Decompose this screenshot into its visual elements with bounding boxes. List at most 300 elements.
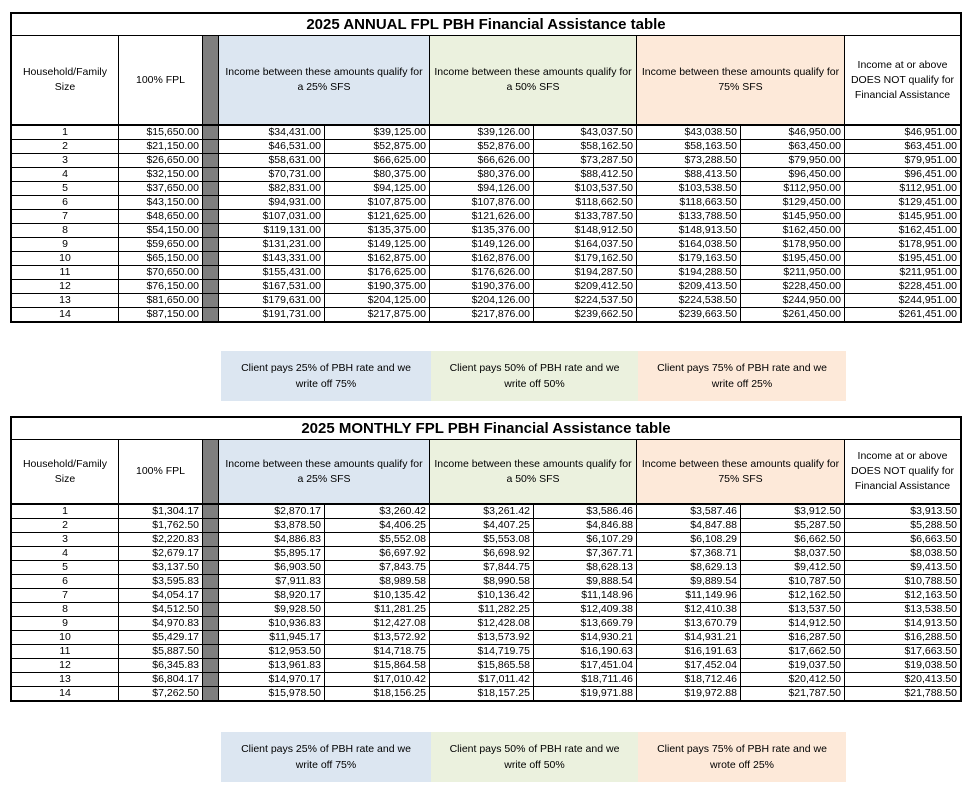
sfs75-max-cell: $162,450.00	[740, 224, 844, 237]
annual-header	[12, 36, 960, 125]
fpl-cell: $2,679.17	[118, 547, 202, 560]
sfs50-min-cell: $135,376.00	[429, 224, 533, 237]
not-qualify-header: Income at or above DOES NOT qualify for Financial Assistance	[844, 36, 960, 124]
not-qualify-cell: $17,663.50	[844, 645, 960, 658]
sfs75-min-cell: $17,452.04	[636, 659, 740, 672]
fpl-cell: $21,150.00	[118, 140, 202, 153]
sfs75-min-cell: $3,587.46	[636, 505, 740, 518]
sfs25-max-cell: $204,125.00	[324, 294, 429, 307]
household-size-header: Household/Family Size	[22, 457, 108, 485]
sfs25-max-cell: $52,875.00	[324, 140, 429, 153]
sfs25-min-cell: $13,961.83	[268, 659, 321, 671]
sfs25-min-cell: $155,431.00	[262, 266, 321, 278]
not-qualify-cell: $244,951.00	[844, 294, 960, 307]
fpl-cell: $54,150.00	[118, 224, 202, 237]
divider-cell	[202, 154, 219, 167]
household-size-cell: 10	[59, 252, 71, 264]
table-row	[12, 602, 960, 616]
table-row	[12, 237, 960, 251]
household-size-cell: 1	[62, 505, 68, 517]
divider-cell	[202, 631, 219, 644]
household-size-cell: 12	[59, 280, 71, 292]
household-size-cell: 6	[62, 196, 68, 208]
sfs75-max-cell: $46,950.00	[740, 126, 844, 139]
household-size-cell: 14	[59, 687, 71, 699]
sfs75-min-cell: $14,931.21	[636, 631, 740, 644]
sfs50-min-cell: $13,573.92	[429, 631, 533, 644]
household-size-cell: 11	[59, 645, 71, 657]
note-75: Client pays 75% of PBH rate and we wrote off 25%	[638, 732, 846, 782]
fpl-cell: $37,650.00	[118, 182, 202, 195]
sfs50-min-cell: $107,876.00	[429, 196, 533, 209]
not-qualify-cell: $19,038.50	[844, 659, 960, 672]
not-qualify-cell: $21,788.50	[844, 687, 960, 700]
fpl-cell: $7,262.50	[118, 687, 202, 700]
household-size-cell: 9	[62, 617, 68, 629]
sfs25-max-cell: $66,625.00	[324, 154, 429, 167]
fpl-cell: $4,054.17	[118, 589, 202, 602]
monthly-title: 2025 MONTHLY FPL PBH Financial Assistance table	[12, 418, 960, 440]
table-row	[12, 223, 960, 237]
divider-cell	[202, 617, 219, 630]
sfs75-max-cell: $178,950.00	[740, 238, 844, 251]
table-row	[12, 167, 960, 181]
divider-cell	[202, 182, 219, 195]
divider-cell	[202, 252, 219, 265]
sfs25-max-cell: $94,125.00	[324, 182, 429, 195]
sfs50-min-cell: $204,126.00	[429, 294, 533, 307]
sfs25-max-cell: $149,125.00	[324, 238, 429, 251]
sfs75-max-cell: $96,450.00	[740, 168, 844, 181]
sfs75-max-cell: $195,450.00	[740, 252, 844, 265]
sfs75-max-cell: $17,662.50	[740, 645, 844, 658]
sfs75-max-cell: $5,287.50	[740, 519, 844, 532]
fpl-cell: $3,595.83	[118, 575, 202, 588]
sfs25-min-cell: $12,953.50	[268, 645, 321, 657]
not-qualify-cell: $9,413.50	[844, 561, 960, 574]
divider-column	[202, 440, 219, 503]
divider-cell	[202, 673, 219, 686]
table-row	[12, 588, 960, 602]
divider-cell	[202, 308, 219, 321]
note-50: Client pays 50% of PBH rate and we write off 50%	[431, 732, 638, 782]
annual-notes	[221, 351, 846, 401]
sfs75-max-cell: $244,950.00	[740, 294, 844, 307]
sfs25-max-cell: $176,625.00	[324, 266, 429, 279]
sfs50-min-cell: $15,865.58	[429, 659, 533, 672]
sfs75-min-cell: $118,663.50	[636, 196, 740, 209]
monthly-table	[10, 416, 962, 702]
sfs50-header: Income between these amounts qualify for a 50% SFS	[429, 440, 636, 503]
table-row	[12, 126, 960, 139]
divider-cell	[202, 603, 219, 616]
table-row	[12, 616, 960, 630]
divider-cell	[202, 294, 219, 307]
sfs50-min-cell: $176,626.00	[429, 266, 533, 279]
not-qualify-cell: $20,413.50	[844, 673, 960, 686]
fpl-cell: $81,650.00	[118, 294, 202, 307]
sfs50-min-cell: $6,698.92	[429, 547, 533, 560]
sfs50-max-cell: $179,162.50	[533, 252, 636, 265]
not-qualify-cell: $8,038.50	[844, 547, 960, 560]
household-size-cell: 7	[62, 589, 68, 601]
sfs75-header: Income between these amounts qualify for 75% SFS	[636, 36, 844, 124]
sfs75-max-cell: $13,537.50	[740, 603, 844, 616]
sfs25-header: Income between these amounts qualify for a 25% SFS	[219, 440, 429, 503]
table-row	[12, 630, 960, 644]
fpl-cell: $43,150.00	[118, 196, 202, 209]
household-size-cell: 9	[62, 238, 68, 250]
sfs75-min-cell: $58,163.50	[636, 140, 740, 153]
sfs50-max-cell: $13,669.79	[533, 617, 636, 630]
sfs25-max-cell: $190,375.00	[324, 280, 429, 293]
sfs50-max-cell: $16,190.63	[533, 645, 636, 658]
sfs25-header: Income between these amounts qualify for a 25% SFS	[219, 36, 429, 124]
sfs50-min-cell: $7,844.75	[429, 561, 533, 574]
divider-cell	[202, 575, 219, 588]
sfs25-max-cell: $135,375.00	[324, 224, 429, 237]
sfs25-min-cell: $8,920.17	[274, 589, 321, 601]
not-qualify-cell: $261,451.00	[844, 308, 960, 321]
sfs50-max-cell: $11,148.96	[533, 589, 636, 602]
sfs75-min-cell: $164,038.50	[636, 238, 740, 251]
sfs75-min-cell: $6,108.29	[636, 533, 740, 546]
sfs50-min-cell: $80,376.00	[429, 168, 533, 181]
fpl-cell: $15,650.00	[118, 126, 202, 139]
sfs50-min-cell: $66,626.00	[429, 154, 533, 167]
not-qualify-cell: $112,951.00	[844, 182, 960, 195]
divider-cell	[202, 561, 219, 574]
sfs50-max-cell: $6,107.29	[533, 533, 636, 546]
table-row	[12, 546, 960, 560]
sfs50-max-cell: $18,711.46	[533, 673, 636, 686]
not-qualify-cell: $14,913.50	[844, 617, 960, 630]
divider-cell	[202, 505, 219, 518]
sfs75-min-cell: $88,413.50	[636, 168, 740, 181]
sfs50-min-cell: $190,376.00	[429, 280, 533, 293]
monthly-notes	[221, 732, 846, 782]
household-size-cell: 5	[62, 182, 68, 194]
sfs75-min-cell: $11,149.96	[636, 589, 740, 602]
sfs75-max-cell: $14,912.50	[740, 617, 844, 630]
not-qualify-cell: $96,451.00	[844, 168, 960, 181]
sfs75-min-cell: $16,191.63	[636, 645, 740, 658]
household-size-cell: 8	[62, 603, 68, 615]
sfs75-max-cell: $6,662.50	[740, 533, 844, 546]
not-qualify-cell: $162,451.00	[844, 224, 960, 237]
divider-cell	[202, 280, 219, 293]
household-size-cell: 4	[62, 547, 68, 559]
sfs50-min-cell: $12,428.08	[429, 617, 533, 630]
not-qualify-cell: $12,163.50	[844, 589, 960, 602]
fpl-cell: $32,150.00	[118, 168, 202, 181]
not-qualify-cell: $16,288.50	[844, 631, 960, 644]
table-row	[12, 265, 960, 279]
household-size-cell: 2	[62, 140, 68, 152]
sfs75-max-cell: $16,287.50	[740, 631, 844, 644]
divider-cell	[202, 126, 219, 139]
sfs50-min-cell: $10,136.42	[429, 589, 533, 602]
divider-cell	[202, 196, 219, 209]
sfs25-max-cell: $7,843.75	[324, 561, 429, 574]
sfs75-min-cell: $239,663.50	[636, 308, 740, 321]
sfs75-max-cell: $63,450.00	[740, 140, 844, 153]
sfs50-min-cell: $3,261.42	[429, 505, 533, 518]
fpl-cell: $26,650.00	[118, 154, 202, 167]
sfs25-min-cell: $167,531.00	[262, 280, 321, 292]
sfs25-min-cell: $7,911.83	[275, 575, 321, 587]
sfs75-max-cell: $228,450.00	[740, 280, 844, 293]
table-row	[12, 658, 960, 672]
fpl-cell: $87,150.00	[118, 308, 202, 321]
note-25: Client pays 25% of PBH rate and we write off 75%	[221, 351, 431, 401]
sfs50-max-cell: $224,537.50	[533, 294, 636, 307]
sfs50-max-cell: $17,451.04	[533, 659, 636, 672]
table-row	[12, 532, 960, 546]
note-75: Client pays 75% of PBH rate and we write off 25%	[638, 351, 846, 401]
divider-cell	[202, 210, 219, 223]
note-50: Client pays 50% of PBH rate and we write off 50%	[431, 351, 638, 401]
note-25: Client pays 25% of PBH rate and we write off 75%	[221, 732, 431, 782]
table-row	[12, 153, 960, 167]
sfs50-min-cell: $14,719.75	[429, 645, 533, 658]
sfs25-max-cell: $5,552.08	[324, 533, 429, 546]
divider-cell	[202, 687, 219, 700]
not-qualify-cell: $129,451.00	[844, 196, 960, 209]
household-size-cell: 4	[62, 168, 68, 180]
sfs50-max-cell: $58,162.50	[533, 140, 636, 153]
sfs75-min-cell: $19,972.88	[636, 687, 740, 700]
household-size-cell: 12	[59, 659, 71, 671]
sfs25-max-cell: $4,406.25	[324, 519, 429, 532]
not-qualify-cell: $79,951.00	[844, 154, 960, 167]
sfs75-max-cell: $8,037.50	[740, 547, 844, 560]
sfs75-max-cell: $10,787.50	[740, 575, 844, 588]
sfs25-max-cell: $15,864.58	[324, 659, 429, 672]
sfs25-max-cell: $17,010.42	[324, 673, 429, 686]
sfs25-min-cell: $58,631.00	[268, 154, 321, 166]
table-row	[12, 672, 960, 686]
household-size-cell: 7	[62, 210, 68, 222]
fpl-cell: $6,804.17	[118, 673, 202, 686]
fpl-cell: $1,304.17	[118, 505, 202, 518]
sfs75-min-cell: $209,413.50	[636, 280, 740, 293]
household-size-cell: 14	[59, 308, 71, 320]
sfs25-max-cell: $11,281.25	[324, 603, 429, 616]
sfs75-max-cell: $19,037.50	[740, 659, 844, 672]
divider-cell	[202, 519, 219, 532]
sfs75-max-cell: $3,912.50	[740, 505, 844, 518]
not-qualify-cell: $5,288.50	[844, 519, 960, 532]
table-row	[12, 195, 960, 209]
sfs75-max-cell: $20,412.50	[740, 673, 844, 686]
household-size-cell: 6	[62, 575, 68, 587]
sfs50-max-cell: $103,537.50	[533, 182, 636, 195]
sfs25-min-cell: $119,131.00	[263, 224, 321, 236]
not-qualify-cell: $3,913.50	[844, 505, 960, 518]
sfs50-max-cell: $9,888.54	[533, 575, 636, 588]
not-qualify-cell: $13,538.50	[844, 603, 960, 616]
sfs50-header: Income between these amounts qualify for a 50% SFS	[429, 36, 636, 124]
not-qualify-header: Income at or above DOES NOT qualify for Financial Assistance	[844, 440, 960, 503]
sfs25-min-cell: $94,931.00	[268, 196, 321, 208]
not-qualify-cell: $63,451.00	[844, 140, 960, 153]
table-row	[12, 251, 960, 265]
sfs50-max-cell: $239,662.50	[533, 308, 636, 321]
sfs75-max-cell: $112,950.00	[740, 182, 844, 195]
fpl-cell: $3,137.50	[118, 561, 202, 574]
divider-cell	[202, 659, 219, 672]
table-row	[12, 644, 960, 658]
household-size-cell: 13	[59, 673, 71, 685]
sfs75-min-cell: $9,889.54	[636, 575, 740, 588]
fpl-cell: $4,512.50	[118, 603, 202, 616]
not-qualify-cell: $228,451.00	[844, 280, 960, 293]
sfs25-max-cell: $107,875.00	[324, 196, 429, 209]
sfs75-min-cell: $133,788.50	[636, 210, 740, 223]
sfs50-max-cell: $133,787.50	[533, 210, 636, 223]
sfs25-min-cell: $2,870.17	[274, 505, 321, 517]
sfs50-min-cell: $18,157.25	[429, 687, 533, 700]
fpl-header: 100% FPL	[118, 440, 202, 503]
table-row	[12, 686, 960, 700]
table-row	[12, 307, 960, 321]
sfs25-min-cell: $4,886.83	[274, 533, 321, 545]
sfs25-max-cell: $14,718.75	[324, 645, 429, 658]
sfs25-max-cell: $3,260.42	[324, 505, 429, 518]
sfs25-min-cell: $5,895.17	[274, 547, 321, 559]
sfs75-min-cell: $148,913.50	[636, 224, 740, 237]
sfs75-max-cell: $21,787.50	[740, 687, 844, 700]
divider-cell	[202, 547, 219, 560]
sfs25-max-cell: $39,125.00	[324, 126, 429, 139]
not-qualify-cell: $46,951.00	[844, 126, 960, 139]
sfs50-max-cell: $73,287.50	[533, 154, 636, 167]
sfs50-min-cell: $8,990.58	[429, 575, 533, 588]
sfs25-min-cell: $15,978.50	[268, 687, 321, 699]
household-size-cell: 13	[59, 294, 71, 306]
sfs75-min-cell: $4,847.88	[636, 519, 740, 532]
household-size-header: Household/Family Size	[22, 66, 108, 93]
sfs50-max-cell: $88,412.50	[533, 168, 636, 181]
divider-cell	[202, 224, 219, 237]
sfs50-max-cell: $12,409.38	[533, 603, 636, 616]
sfs50-min-cell: $149,126.00	[429, 238, 533, 251]
divider-cell	[202, 645, 219, 658]
divider-cell	[202, 589, 219, 602]
fpl-cell: $65,150.00	[118, 252, 202, 265]
sfs25-min-cell: $131,231.00	[262, 238, 321, 250]
divider-cell	[202, 266, 219, 279]
fpl-cell: $4,970.83	[118, 617, 202, 630]
sfs25-min-cell: $34,431.00	[268, 126, 321, 138]
table-row	[12, 560, 960, 574]
sfs25-min-cell: $191,731.00	[262, 308, 321, 320]
sfs75-min-cell: $12,410.38	[636, 603, 740, 616]
sfs50-max-cell: $118,662.50	[533, 196, 636, 209]
sfs50-max-cell: $14,930.21	[533, 631, 636, 644]
annual-table	[10, 12, 962, 323]
sfs25-min-cell: $14,970.17	[268, 673, 321, 685]
sfs50-min-cell: $94,126.00	[429, 182, 533, 195]
divider-cell	[202, 168, 219, 181]
sfs25-max-cell: $217,875.00	[324, 308, 429, 321]
sfs25-min-cell: $46,531.00	[268, 140, 321, 152]
sfs50-min-cell: $11,282.25	[429, 603, 533, 616]
table-row	[12, 293, 960, 307]
divider-column	[202, 36, 219, 124]
fpl-cell: $2,220.83	[118, 533, 202, 546]
table-row	[12, 518, 960, 532]
sfs75-max-cell: $211,950.00	[740, 266, 844, 279]
sfs25-min-cell: $11,945.17	[269, 631, 321, 643]
household-size-cell: 3	[62, 154, 68, 166]
sfs25-min-cell: $143,331.00	[262, 252, 321, 264]
table-row	[12, 279, 960, 293]
sfs50-max-cell: $209,412.50	[533, 280, 636, 293]
table-row	[12, 574, 960, 588]
sfs25-min-cell: $82,831.00	[268, 182, 321, 194]
sfs50-max-cell: $3,586.46	[533, 505, 636, 518]
sfs75-max-cell: $129,450.00	[740, 196, 844, 209]
sfs25-max-cell: $12,427.08	[324, 617, 429, 630]
sfs50-max-cell: $43,037.50	[533, 126, 636, 139]
not-qualify-cell: $145,951.00	[844, 210, 960, 223]
fpl-header: 100% FPL	[118, 36, 202, 124]
divider-cell	[202, 533, 219, 546]
sfs25-min-cell: $9,928.50	[274, 603, 321, 615]
sfs75-min-cell: $224,538.50	[636, 294, 740, 307]
sfs25-max-cell: $80,375.00	[324, 168, 429, 181]
sfs75-min-cell: $8,629.13	[636, 561, 740, 574]
table-row	[12, 181, 960, 195]
not-qualify-cell: $6,663.50	[844, 533, 960, 546]
sfs25-min-cell: $6,903.50	[274, 561, 321, 573]
sfs75-min-cell: $18,712.46	[636, 673, 740, 686]
annual-title: 2025 ANNUAL FPL PBH Financial Assistance table	[12, 14, 960, 36]
sfs25-max-cell: $8,989.58	[324, 575, 429, 588]
fpl-cell: $1,762.50	[118, 519, 202, 532]
sfs50-min-cell: $4,407.25	[429, 519, 533, 532]
not-qualify-cell: $178,951.00	[844, 238, 960, 251]
annual-rows	[12, 125, 960, 321]
not-qualify-cell: $211,951.00	[844, 266, 960, 279]
sfs75-min-cell: $179,163.50	[636, 252, 740, 265]
sfs75-max-cell: $145,950.00	[740, 210, 844, 223]
table-row	[12, 209, 960, 223]
sfs50-min-cell: $5,553.08	[429, 533, 533, 546]
table-row	[12, 505, 960, 518]
sfs75-header: Income between these amounts qualify for 75% SFS	[636, 440, 844, 503]
sfs50-min-cell: $162,876.00	[429, 252, 533, 265]
not-qualify-cell: $195,451.00	[844, 252, 960, 265]
sfs50-max-cell: $148,912.50	[533, 224, 636, 237]
sfs75-min-cell: $103,538.50	[636, 182, 740, 195]
sfs50-min-cell: $121,626.00	[429, 210, 533, 223]
sfs25-min-cell: $70,731.00	[268, 168, 321, 180]
sfs75-max-cell: $9,412.50	[740, 561, 844, 574]
household-size-cell: 2	[62, 519, 68, 531]
sfs75-max-cell: $79,950.00	[740, 154, 844, 167]
sfs25-min-cell: $3,878.50	[274, 519, 321, 531]
divider-cell	[202, 238, 219, 251]
sfs25-min-cell: $10,936.83	[268, 617, 321, 629]
sfs50-min-cell: $217,876.00	[429, 308, 533, 321]
sfs25-max-cell: $6,697.92	[324, 547, 429, 560]
sfs50-max-cell: $19,971.88	[533, 687, 636, 700]
sfs25-max-cell: $10,135.42	[324, 589, 429, 602]
sfs50-min-cell: $52,876.00	[429, 140, 533, 153]
